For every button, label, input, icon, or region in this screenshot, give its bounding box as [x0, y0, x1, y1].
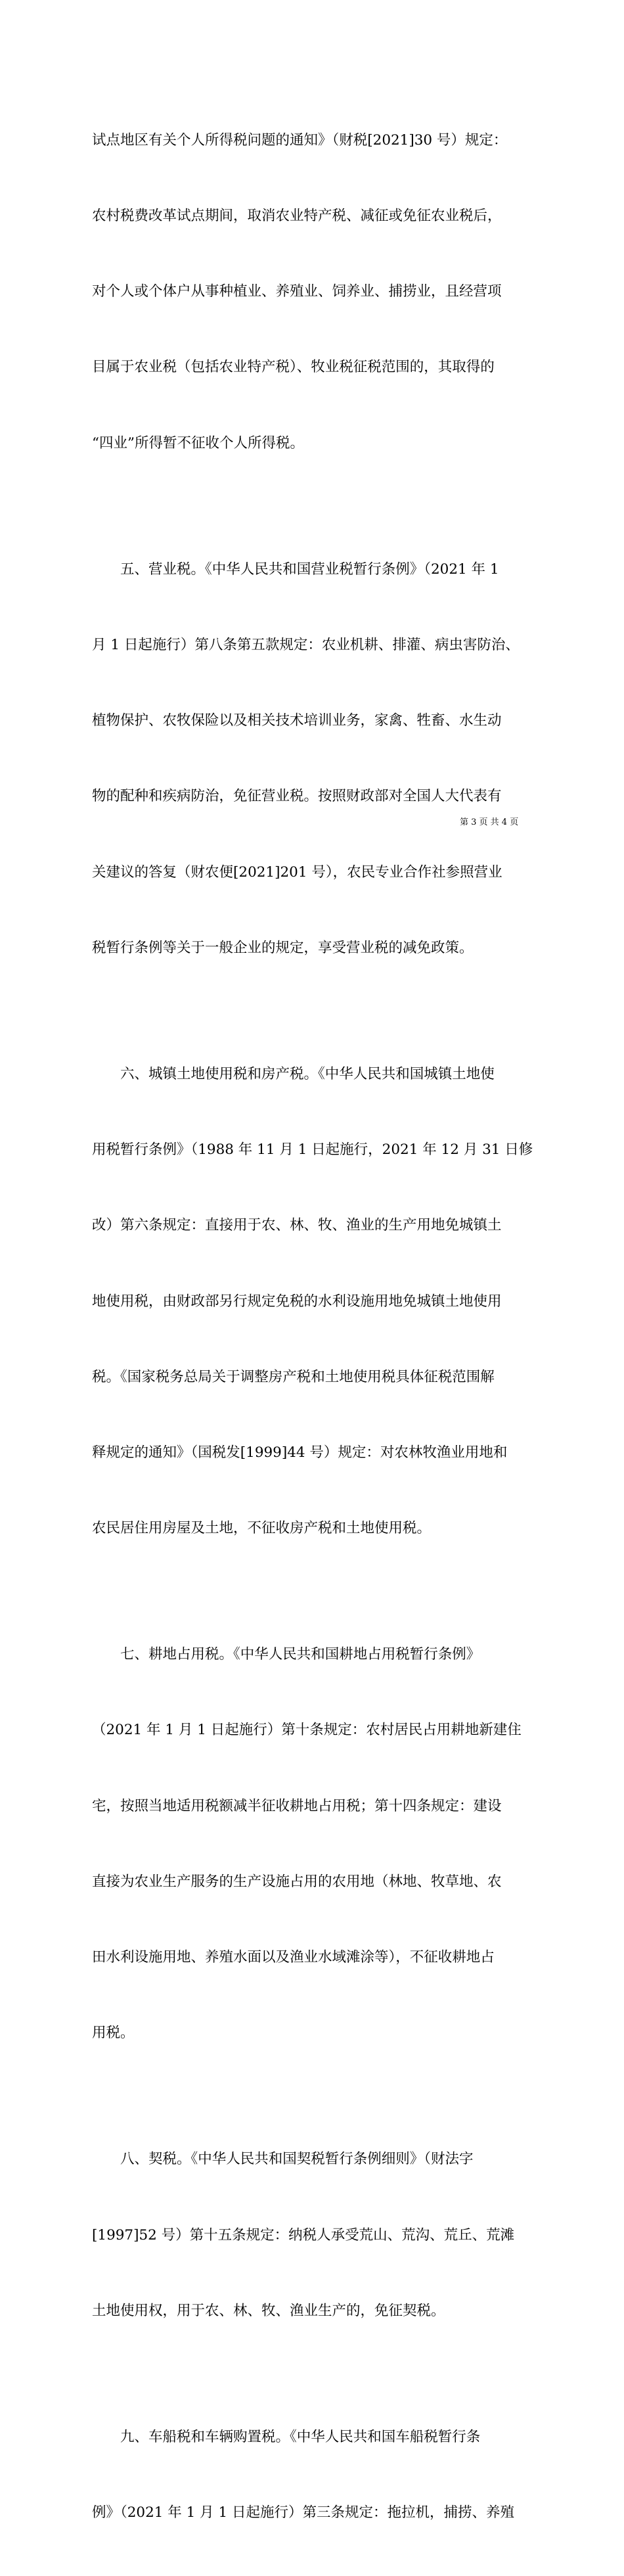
- text-line: 直接为农业生产服务的生产设施占用的农用地（林地、牧草地、农: [92, 1873, 502, 1890]
- text-line: 税暂行条例等关于一般企业的规定，享受营业税的减免政策。: [92, 939, 474, 956]
- text-line: 用税。: [92, 2025, 135, 2042]
- paragraph-land-use-and-property-tax: [92, 1011, 539, 1592]
- text-line: 农村税费改革试点期间，取消农业特产税、减征或免征农业税后，: [92, 208, 502, 225]
- text-line: 目属于农业税（包括农业特产税）、牧业税征税范围的，其取得的: [92, 359, 495, 376]
- text-line: 地使用税，由财政部另行规定免税的水利设施用地免城镇土地使用: [92, 1293, 502, 1310]
- text-line: 八、契税。《中华人民共和国契税暂行条例细则》（财法字: [92, 2151, 474, 2168]
- text-line: 释规定的通知》（国税发[1999]44 号）规定：对农林牧渔业用地和: [92, 1444, 508, 1461]
- text-line: 例》（2021 年 1 月 1 日起施行）第三条规定：拖拉机，捕捞、养殖: [92, 2504, 514, 2521]
- text-line: 关建议的答复（财农便[2021]201 号），农民专业合作社参照营业: [92, 863, 502, 881]
- text-line: 对个人或个体户从事种植业、养殖业、饲养业、捕捞业，且经营项: [92, 283, 502, 300]
- paragraph-individual-income-tax: [92, 78, 539, 507]
- page-number-footer: 第 3 页 共 4 页: [460, 817, 519, 827]
- text-line: 月 1 日起施行）第八条第五款规定：农业机耕、排灌、病虫害防治、: [92, 636, 520, 653]
- document-body: [92, 78, 539, 2576]
- text-line: 宅，按照当地适用税额减半征收耕地占用税；第十四条规定：建设: [92, 1797, 502, 1814]
- text-line: 改）第六条规定：直接用于农、林、牧、渔业的生产用地免城镇土: [92, 1217, 502, 1234]
- text-line: 试点地区有关个人所得税问题的通知》（财税[2021]30 号）规定：: [92, 131, 508, 149]
- paragraph-business-tax: [92, 507, 539, 1011]
- text-line: （2021 年 1 月 1 日起施行）第十条规定：农村居民占用耕地新建住: [92, 1722, 522, 1739]
- text-line: 农民居住用房屋及土地，不征收房产税和土地使用税。: [92, 1520, 432, 1537]
- paragraph-farmland-occupation-tax: [92, 1592, 539, 2096]
- text-line: 用税暂行条例》（1988 年 11 月 1 日起施行，2021 年 12 月 31 日修: [92, 1141, 533, 1159]
- text-line: 植物保护、农牧保险以及相关技术培训业务，家禽、牲畜、水生动: [92, 712, 502, 729]
- text-line: 物的配种和疾病防治，免征营业税。按照财政部对全国人大代表有: [92, 788, 502, 805]
- text-line: 田水利设施用地、养殖水面以及渔业水域滩涂等），不征收耕地占: [92, 1949, 495, 1966]
- text-line: 六、城镇土地使用税和房产税。《中华人民共和国城镇土地使: [92, 1065, 495, 1082]
- text-line: 七、耕地占用税。《中华人民共和国耕地占用税暂行条例》: [92, 1646, 481, 1663]
- text-line: 五、营业税。《中华人民共和国营业税暂行条例》（2021 年 1: [92, 561, 499, 578]
- text-line: 税。《国家税务总局关于调整房产税和土地使用税具体征税范围解: [92, 1368, 495, 1385]
- paragraph-deed-tax: [92, 2097, 539, 2374]
- text-line: “四业”所得暂不征收个人所得税。: [92, 434, 304, 451]
- text-line: 土地使用权，用于农、林、牧、渔业生产的，免征契税。: [92, 2302, 445, 2319]
- text-line: [1997]52 号）第十五条规定：纳税人承受荒山、荒沟、荒丘、荒滩: [92, 2226, 515, 2243]
- text-line: 九、车船税和车辆购置税。《中华人民共和国车船税暂行条: [92, 2428, 481, 2445]
- paragraph-vehicle-tax: [92, 2374, 539, 2576]
